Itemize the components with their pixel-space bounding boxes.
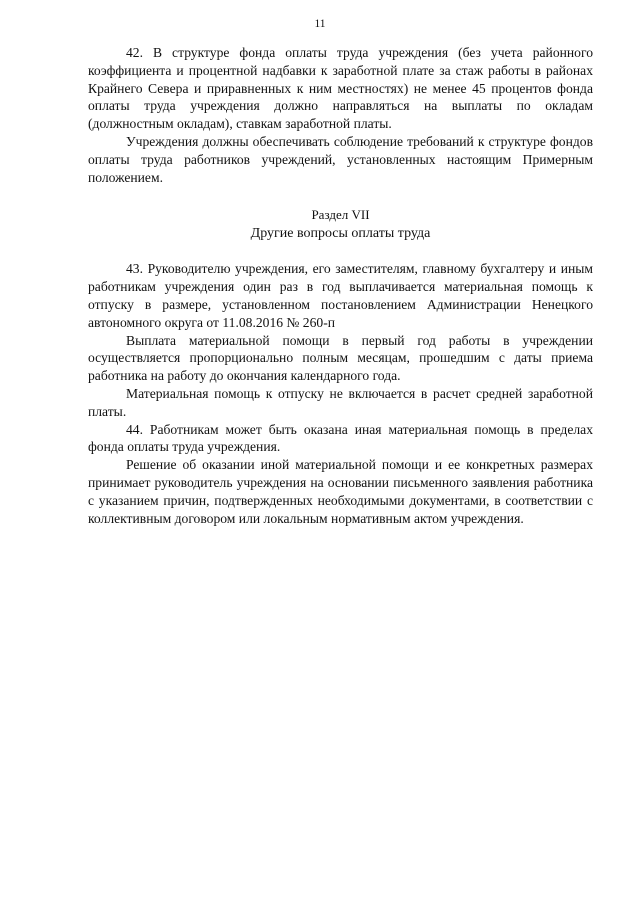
document-body	[88, 44, 593, 527]
paragraph-42: 42. В структуре фонда оплаты труда учреждения (без учета районного коэффициента и процентной надбавки к заработной плате за стаж работы в районах Крайнего Севера и приравненных к ним местностях) не менее 45 процентов фонда оплаты труда учреждения должно направляться на выплаты по окладам (должностным окладам), ставкам заработной платы.	[88, 45, 593, 132]
paragraph-43: 43. Руководителю учреждения, его заместителям, главному бухгалтеру и иным работникам учреждения один раз в год выплачивается материальная помощь к отпуску в размере, установленном постановлением Администрации Ненецкого автономного округа от 11.08.2016 № 260-п	[88, 261, 593, 330]
section-heading	[88, 205, 593, 243]
paragraph-43-average-salary: Материальная помощь к отпуску не включается в расчет средней заработной платы.	[88, 385, 593, 419]
paragraph-44: 44. Работникам может быть оказана иная материальная помощь в пределах фонда оплаты труда учреждения.	[88, 421, 593, 455]
section-number: Раздел VII	[311, 207, 370, 223]
section-title: Другие вопросы оплаты труда	[250, 226, 431, 242]
paragraph-42-continued: Учреждения должны обеспечивать соблюдение требований к структуре фондов оплаты труда работников учреждений, установленных настоящим Примерным положением.	[88, 133, 593, 185]
page-number: 11	[314, 18, 326, 30]
paragraph-43-first-year: Выплата материальной помощи в первый год работы в учреждении осуществляется пропорционально полным месяцам, прошедшим с даты приема работника на работу до окончания календарного года.	[88, 332, 593, 384]
paragraph-44-decision: Решение об оказании иной материальной помощи и ее конкретных размерах принимает руководитель учреждения на основании письменного заявления работника с указанием причин, подтвержденных необходимыми документами, в соответствии с коллективным договором или локальным нормативным актом учреждения.	[88, 457, 593, 526]
